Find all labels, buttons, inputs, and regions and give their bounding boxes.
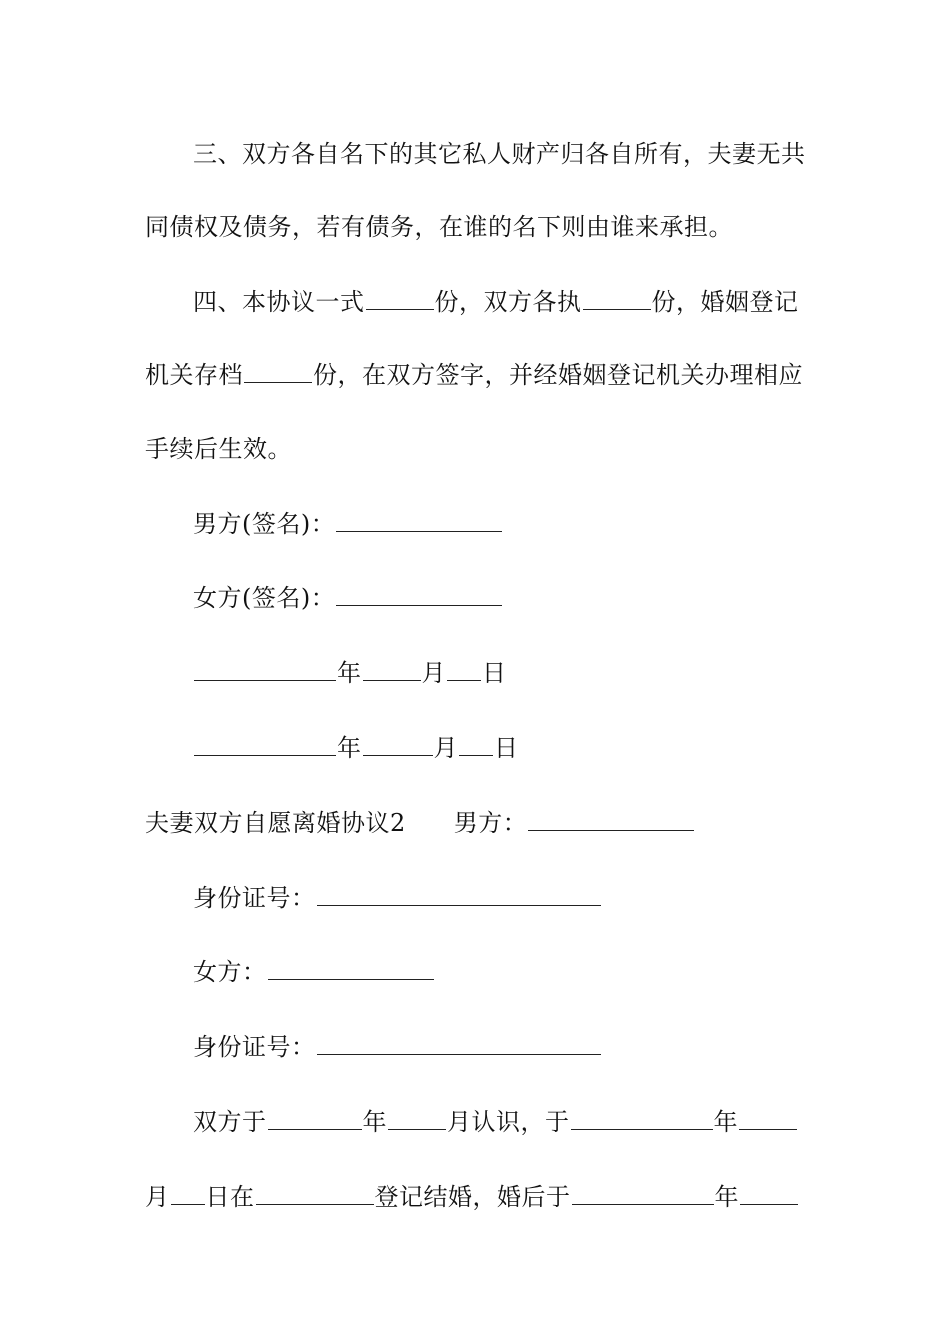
clause-text: 年 xyxy=(362,1108,387,1136)
husband-signature-blank[interactable] xyxy=(336,509,502,532)
husband-id-line xyxy=(193,881,810,915)
year-label: 年 xyxy=(337,659,362,687)
year-blank[interactable] xyxy=(194,658,336,681)
wife-id-label: 身份证号： xyxy=(193,1033,316,1061)
marriage-year-blank[interactable] xyxy=(571,1107,713,1130)
clause-text: 年 xyxy=(713,1108,738,1136)
wife-signature-blank[interactable] xyxy=(336,583,502,606)
agreement-two-title: 夫妻双方自愿离婚协议2 xyxy=(145,809,406,837)
husband-signature-line xyxy=(193,507,810,541)
copies-total-blank[interactable] xyxy=(366,287,434,310)
husband-id-blank[interactable] xyxy=(317,883,601,906)
year-blank[interactable] xyxy=(194,733,336,756)
month-blank[interactable] xyxy=(363,733,433,756)
clause-text: 份，婚姻登记 xyxy=(651,288,799,316)
clause-four-line-2 xyxy=(145,358,810,392)
husband-id-label: 身份证号： xyxy=(193,884,316,912)
clause-text: 月认识，于 xyxy=(447,1108,570,1136)
clause-text: 份，双方各执 xyxy=(434,288,582,316)
clause-text: 手续后生效。 xyxy=(145,435,292,463)
clause-four-line-3 xyxy=(145,432,810,466)
wife-name-blank[interactable] xyxy=(268,957,434,980)
marriage-registration-line xyxy=(145,1180,810,1214)
wife-name-line xyxy=(193,955,810,989)
husband-signature-label: 男方(签名)： xyxy=(193,510,336,538)
clause-text: 双方于 xyxy=(193,1108,267,1136)
meet-year-blank[interactable] xyxy=(268,1107,362,1130)
date-line-1 xyxy=(193,656,810,690)
wife-id-line xyxy=(193,1030,810,1064)
day-blank[interactable] xyxy=(447,658,481,681)
wife-id-blank[interactable] xyxy=(317,1032,601,1055)
clause-text: 年 xyxy=(714,1183,739,1211)
wife-label: 女方： xyxy=(193,958,267,986)
marriage-month-blank[interactable] xyxy=(739,1107,797,1130)
clause-text: 机关存档 xyxy=(145,361,243,389)
copies-each-blank[interactable] xyxy=(583,287,651,310)
clause-text: 三、双方各自名下的其它私人财产归各自所有，夫妻无共 xyxy=(193,140,806,168)
wife-signature-line xyxy=(193,581,810,615)
after-marriage-year-blank[interactable] xyxy=(572,1182,714,1205)
year-label: 年 xyxy=(337,734,362,762)
month-blank[interactable] xyxy=(363,658,421,681)
clause-text: 四、本协议一式 xyxy=(193,288,365,316)
husband-name-blank[interactable] xyxy=(528,808,694,831)
month-label: 月 xyxy=(421,659,446,687)
registration-place-blank[interactable] xyxy=(256,1182,374,1205)
clause-three-line-1 xyxy=(193,137,810,171)
marriage-day-blank[interactable] xyxy=(171,1182,205,1205)
clause-text: 份，在双方签字，并经婚姻登记机关办理相应 xyxy=(313,361,803,389)
month-label: 月 xyxy=(433,734,458,762)
day-label: 日 xyxy=(482,659,507,687)
agreement-two-heading-line xyxy=(145,806,810,840)
copies-archive-blank[interactable] xyxy=(244,360,312,383)
date-line-2 xyxy=(193,731,810,765)
wife-signature-label: 女方(签名)： xyxy=(193,584,336,612)
husband-label: 男方： xyxy=(453,809,528,837)
after-marriage-month-blank[interactable] xyxy=(740,1182,798,1205)
day-blank[interactable] xyxy=(459,733,493,756)
clause-text: 月 xyxy=(145,1183,170,1211)
day-label: 日 xyxy=(494,734,519,762)
clause-text: 日在 xyxy=(205,1183,255,1211)
clause-text: 登记结婚，婚后于 xyxy=(374,1183,571,1211)
meet-month-blank[interactable] xyxy=(388,1107,446,1130)
acquaintance-line xyxy=(193,1105,810,1139)
clause-text: 同债权及债务，若有债务，在谁的名下则由谁来承担。 xyxy=(145,213,733,241)
clause-three-line-2 xyxy=(145,210,810,244)
clause-four-line-1 xyxy=(193,285,810,319)
